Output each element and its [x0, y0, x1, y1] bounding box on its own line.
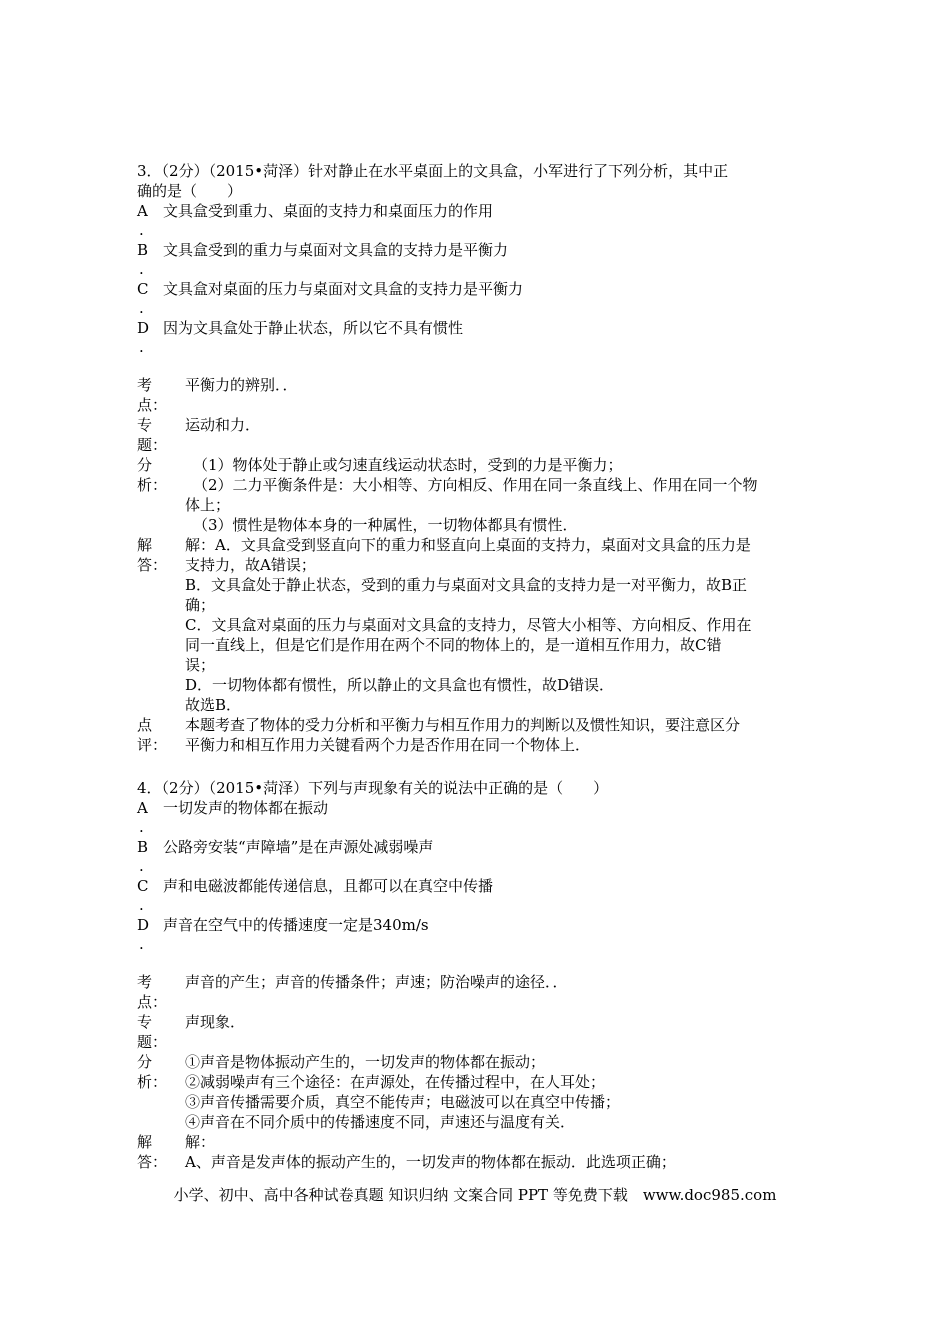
question-3-fenxi [137, 455, 817, 535]
section-text: 确； [185, 596, 216, 614]
question-3-dianping [137, 715, 817, 755]
section-label: 分 析： [137, 456, 168, 494]
section-text: 误； [185, 656, 216, 674]
section-text: 解：A．文具盒受到竖直向下的重力和竖直向上桌面的支持力，桌面对文具盒的压力是 [185, 536, 751, 554]
question-3-option-d [137, 318, 817, 357]
question-4-fenxi [137, 1052, 817, 1132]
option-letter: D [137, 319, 150, 337]
section-text: 体上； [185, 496, 231, 514]
option-text: 文具盒对桌面的压力与桌面对文具盒的支持力是平衡力 [163, 280, 524, 298]
section-label: 解 答： [137, 536, 168, 574]
option-text: 文具盒受到的重力与桌面对文具盒的支持力是平衡力 [163, 241, 509, 259]
question-3-option-c [137, 279, 817, 318]
section-text: 支持力，故A错误； [185, 556, 316, 574]
question-3-stem-line-2: 确的是（ ） [137, 182, 243, 200]
section-text: 声音的产生；声音的传播条件；声速；防治噪声的途径．． [185, 973, 568, 991]
question-3 [137, 161, 817, 755]
option-dot: . [139, 338, 144, 356]
section-text: 声现象． [185, 1013, 246, 1031]
question-4-option-b [137, 837, 817, 876]
section-text: ③声音传播需要介质，真空不能传声；电磁波可以在真空中传播； [185, 1093, 621, 1111]
option-letter: C [137, 877, 149, 895]
question-4-option-a [137, 798, 817, 837]
section-text: C．文具盒对桌面的压力与桌面对文具盒的支持力，尽管大小相等、方向相反、作用在 [185, 616, 752, 634]
section-label: 点 评： [137, 716, 168, 754]
question-4-stem-line-1: 4．（2分）（2015•菏泽）下列与声现象有关的说法中正确的是（ ） [137, 779, 609, 797]
option-letter: B [137, 241, 149, 259]
section-text: （3）惯性是物体本身的一种属性，一切物体都具有惯性． [193, 516, 578, 534]
option-text: 因为文具盒处于静止状态，所以它不具有惯性 [163, 319, 464, 337]
question-4-jieda [137, 1132, 817, 1172]
option-text: 声和电磁波都能传递信息，且都可以在真空中传播 [163, 877, 494, 895]
option-text: 公路旁安装“声障墙”是在声源处减弱噪声 [163, 838, 434, 856]
question-3-zhuanti [137, 415, 817, 455]
section-text: 解： [185, 1133, 216, 1151]
page-footer: 小学、初中、高中各种试卷真题 知识归纳 文案合同 PPT 等免费下载 www.doc985.com [173, 1186, 777, 1204]
option-letter: D [137, 916, 150, 934]
question-4-zhuanti [137, 1012, 817, 1052]
section-label: 专 题： [137, 416, 168, 454]
section-text: 同一直线上，但是它们是作用在两个不同的物体上的，是一道相互作用力，故C错 [185, 636, 722, 654]
option-text: 一切发声的物体都在振动 [163, 799, 329, 817]
question-3-option-b [137, 240, 817, 279]
question-3-stem-line-1: 3．（2分）（2015•菏泽）针对静止在水平桌面上的文具盒，小军进行了下列分析，其中正 [137, 162, 729, 180]
section-text: ①声音是物体振动产生的，一切发声的物体都在振动； [185, 1053, 546, 1071]
section-text: （1）物体处于静止或匀速直线运动状态时，受到的力是平衡力； [193, 456, 623, 474]
option-text: 声音在空气中的传播速度一定是340m/s [163, 916, 429, 934]
question-3-option-a [137, 201, 817, 240]
section-label: 解 答： [137, 1133, 168, 1171]
section-label: 考 点： [137, 973, 168, 1011]
section-label: 分 析： [137, 1053, 168, 1091]
option-dot: . [139, 260, 144, 278]
question-4-kaodian [137, 972, 817, 1012]
question-3-jieda [137, 535, 817, 715]
option-letter: A [137, 799, 148, 817]
question-4 [137, 778, 817, 1172]
section-text: 故选B． [185, 696, 242, 714]
option-dot: . [139, 935, 144, 953]
section-label: 考 点： [137, 376, 168, 414]
section-text: B．文具盒处于静止状态，受到的重力与桌面对文具盒的支持力是一对平衡力，故B正 [185, 576, 748, 594]
option-letter: A [137, 202, 148, 220]
section-text: 运动和力． [185, 416, 261, 434]
option-dot: . [139, 818, 144, 836]
option-dot: . [139, 221, 144, 239]
question-4-option-d [137, 915, 817, 954]
option-dot: . [139, 299, 144, 317]
option-text: 文具盒受到重力、桌面的支持力和桌面压力的作用 [163, 202, 494, 220]
option-letter: C [137, 280, 149, 298]
question-3-kaodian [137, 375, 817, 415]
section-text: （2）二力平衡条件是：大小相等、方向相反、作用在同一条直线上、作用在同一个物 [193, 476, 758, 494]
option-letter: B [137, 838, 149, 856]
section-text: ②减弱噪声有三个途径：在声源处，在传播过程中，在人耳处； [185, 1073, 606, 1091]
question-4-option-c [137, 876, 817, 915]
section-label: 专 题： [137, 1013, 168, 1051]
section-text: ④声音在不同介质中的传播速度不同，声速还与温度有关． [185, 1113, 576, 1131]
section-text: A、声音是发声体的振动产生的，一切发声的物体都在振动．此选项正确； [185, 1153, 676, 1171]
section-text: 平衡力和相互作用力关键看两个力是否作用在同一个物体上． [185, 736, 591, 754]
section-text: 本题考查了物体的受力分析和平衡力与相互作用力的判断以及惯性知识，要注意区分 [185, 716, 741, 734]
option-dot: . [139, 857, 144, 875]
section-text: D．一切物体都有惯性，所以静止的文具盒也有惯性，故D错误． [185, 676, 615, 694]
section-text: 平衡力的辨别．． [185, 376, 298, 394]
option-dot: . [139, 896, 144, 914]
